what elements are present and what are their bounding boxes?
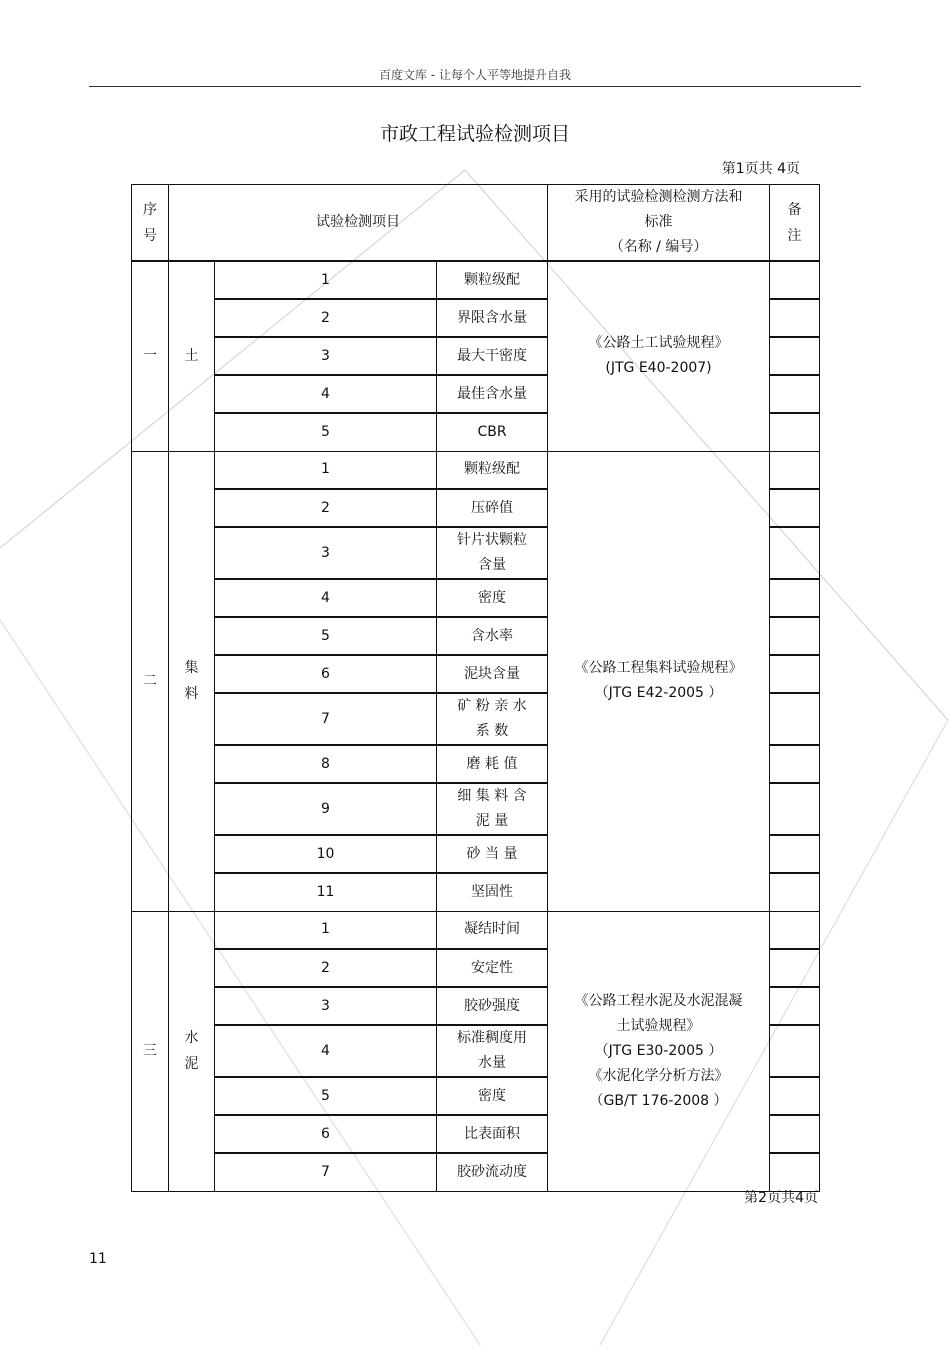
- item-name: [437, 527, 548, 579]
- table-header-row: [132, 185, 820, 262]
- item-remark: [770, 655, 820, 693]
- table-row: [132, 261, 820, 299]
- footer-page-number: 11: [89, 1251, 107, 1267]
- item-remark: [770, 873, 820, 911]
- item-name-line: 细 集 料 含: [457, 788, 527, 804]
- header-method-line: 标准: [644, 214, 673, 230]
- item-number: 8: [215, 745, 437, 783]
- item-name-line: 水量: [478, 1055, 506, 1071]
- item-name-line: 密度: [478, 589, 506, 606]
- item-number: 2: [215, 489, 437, 527]
- item-name-line: CBR: [477, 423, 507, 440]
- item-name-line: 最佳含水量: [457, 385, 527, 402]
- group-category: [169, 911, 215, 1191]
- item-name-line: 安定性: [471, 959, 513, 976]
- group-method-line: 《公路土工试验规程》: [588, 335, 729, 352]
- item-name-line: 凝结时间: [464, 921, 520, 938]
- item-name-line: 矿 粉 亲 水: [457, 698, 527, 714]
- group-seq: 二: [132, 451, 169, 911]
- item-number: 4: [215, 1025, 437, 1077]
- item-name-line: 含量: [478, 557, 506, 573]
- item-name: [437, 413, 548, 451]
- item-name-line: 泥 量: [475, 813, 509, 829]
- group-method-line: 《公路工程水泥及水泥混凝: [574, 992, 743, 1009]
- page-indicator-top: 第1页共 4页: [721, 161, 800, 177]
- group-category: [169, 261, 215, 451]
- item-name: [437, 617, 548, 655]
- item-remark: [770, 375, 820, 413]
- item-number: 4: [215, 579, 437, 617]
- item-name: [437, 1077, 548, 1115]
- item-name: [437, 261, 548, 299]
- item-name-line: 压碎值: [471, 499, 513, 516]
- item-name: [437, 299, 548, 337]
- item-name-line: 系 数: [475, 723, 509, 739]
- table-row: [132, 911, 820, 949]
- header-method-line: （名称 / 编号）: [609, 239, 708, 255]
- group-method-line: （JTG E30-2005 ）: [594, 1042, 723, 1059]
- item-name: [437, 1115, 548, 1153]
- group-seq: 一: [132, 261, 169, 451]
- item-name-line: 最大干密度: [457, 347, 527, 364]
- item-name-line: 泥块含量: [464, 665, 520, 682]
- group-category-label: 水泥: [184, 1030, 199, 1072]
- group-category: [169, 451, 215, 911]
- group-method: [548, 911, 770, 1191]
- group-category-label: 土: [184, 348, 199, 365]
- item-number: 1: [215, 261, 437, 299]
- item-name-line: 颗粒级配: [464, 461, 520, 478]
- item-name-line: 胶砂强度: [464, 997, 520, 1014]
- item-number: 2: [215, 299, 437, 337]
- item-name: [437, 1025, 548, 1077]
- item-remark: [770, 413, 820, 451]
- group-method-line: (JTG E40-2007): [605, 360, 712, 377]
- item-name: [437, 987, 548, 1025]
- item-number: 7: [215, 693, 437, 745]
- group-method: [548, 261, 770, 451]
- item-name-line: 坚固性: [471, 883, 513, 900]
- item-name: [437, 579, 548, 617]
- document-title: 市政工程试验检测项目: [379, 123, 570, 145]
- item-remark: [770, 1025, 820, 1077]
- item-name: [437, 783, 548, 835]
- item-number: 2: [215, 949, 437, 987]
- header-method: [548, 185, 770, 262]
- item-remark: [770, 617, 820, 655]
- item-remark: [770, 783, 820, 835]
- group-category-label: 集料: [184, 660, 199, 702]
- header-item: 试验检测项目: [169, 185, 548, 262]
- item-name-line: 标准稠度用: [457, 1030, 527, 1046]
- item-remark: [770, 835, 820, 873]
- item-number: 3: [215, 337, 437, 375]
- item-number: 3: [215, 987, 437, 1025]
- item-name-line: 比表面积: [464, 1125, 520, 1142]
- header-seq: [132, 185, 169, 262]
- item-remark: [770, 299, 820, 337]
- item-number: 5: [215, 413, 437, 451]
- item-number: 9: [215, 783, 437, 835]
- item-remark: [770, 1115, 820, 1153]
- item-number: 4: [215, 375, 437, 413]
- header-remark-label: 备注: [787, 201, 802, 244]
- header-method-line: 采用的试验检测检测方法和: [574, 189, 743, 205]
- item-number: 3: [215, 527, 437, 579]
- header-remark: [770, 185, 820, 262]
- header-seq-label: 序号: [143, 201, 157, 244]
- group-method-line: 《公路工程集料试验规程》: [574, 660, 743, 676]
- item-name-line: 胶砂流动度: [457, 1163, 527, 1180]
- group-method-line: 土试验规程》: [616, 1017, 701, 1034]
- item-number: 6: [215, 655, 437, 693]
- item-remark: [770, 527, 820, 579]
- group-seq: 三: [132, 911, 169, 1191]
- item-name: [437, 489, 548, 527]
- item-remark: [770, 987, 820, 1025]
- item-name: [437, 451, 548, 489]
- item-remark: [770, 451, 820, 489]
- item-remark: [770, 745, 820, 783]
- item-number: 10: [215, 835, 437, 873]
- item-name: [437, 375, 548, 413]
- item-name: [437, 745, 548, 783]
- item-remark: [770, 337, 820, 375]
- table-row: [132, 451, 820, 489]
- item-name: [437, 337, 548, 375]
- group-method-line: （JTG E42-2005 ）: [594, 685, 723, 701]
- group-method-line: 《水泥化学分析方法》: [588, 1067, 729, 1084]
- item-remark: [770, 949, 820, 987]
- item-name: [437, 873, 548, 911]
- item-name-line: 针片状颗粒: [457, 532, 527, 548]
- item-name-line: 磨 耗 值: [466, 755, 518, 772]
- item-number: 5: [215, 617, 437, 655]
- item-number: 7: [215, 1153, 437, 1191]
- item-number: 1: [215, 451, 437, 489]
- item-number: 5: [215, 1077, 437, 1115]
- item-remark: [770, 911, 820, 949]
- item-number: 6: [215, 1115, 437, 1153]
- item-remark: [770, 579, 820, 617]
- group-method: [548, 451, 770, 911]
- item-name: [437, 949, 548, 987]
- item-remark: [770, 1077, 820, 1115]
- item-name-line: 砂 当 量: [466, 845, 518, 862]
- item-name: [437, 911, 548, 949]
- group-method-line: （GB/T 176-2008 ）: [589, 1092, 728, 1109]
- item-name-line: 颗粒级配: [464, 271, 520, 288]
- header-text: 百度文库 - 让每个人平等地提升自我: [379, 68, 571, 82]
- item-remark: [770, 489, 820, 527]
- item-name: [437, 1153, 548, 1191]
- item-name: [437, 693, 548, 745]
- item-remark: [770, 1153, 820, 1191]
- item-remark: [770, 693, 820, 745]
- item-remark: [770, 261, 820, 299]
- item-number: 1: [215, 911, 437, 949]
- item-number: 11: [215, 873, 437, 911]
- page-indicator-bottom: 第2页共4页: [744, 1190, 818, 1206]
- item-name-line: 含水率: [471, 627, 513, 644]
- item-name-line: 密度: [478, 1087, 506, 1104]
- test-items-table: [131, 184, 820, 1192]
- header-rule: [89, 86, 861, 87]
- item-name: [437, 835, 548, 873]
- item-name: [437, 655, 548, 693]
- item-name-line: 界限含水量: [457, 309, 527, 326]
